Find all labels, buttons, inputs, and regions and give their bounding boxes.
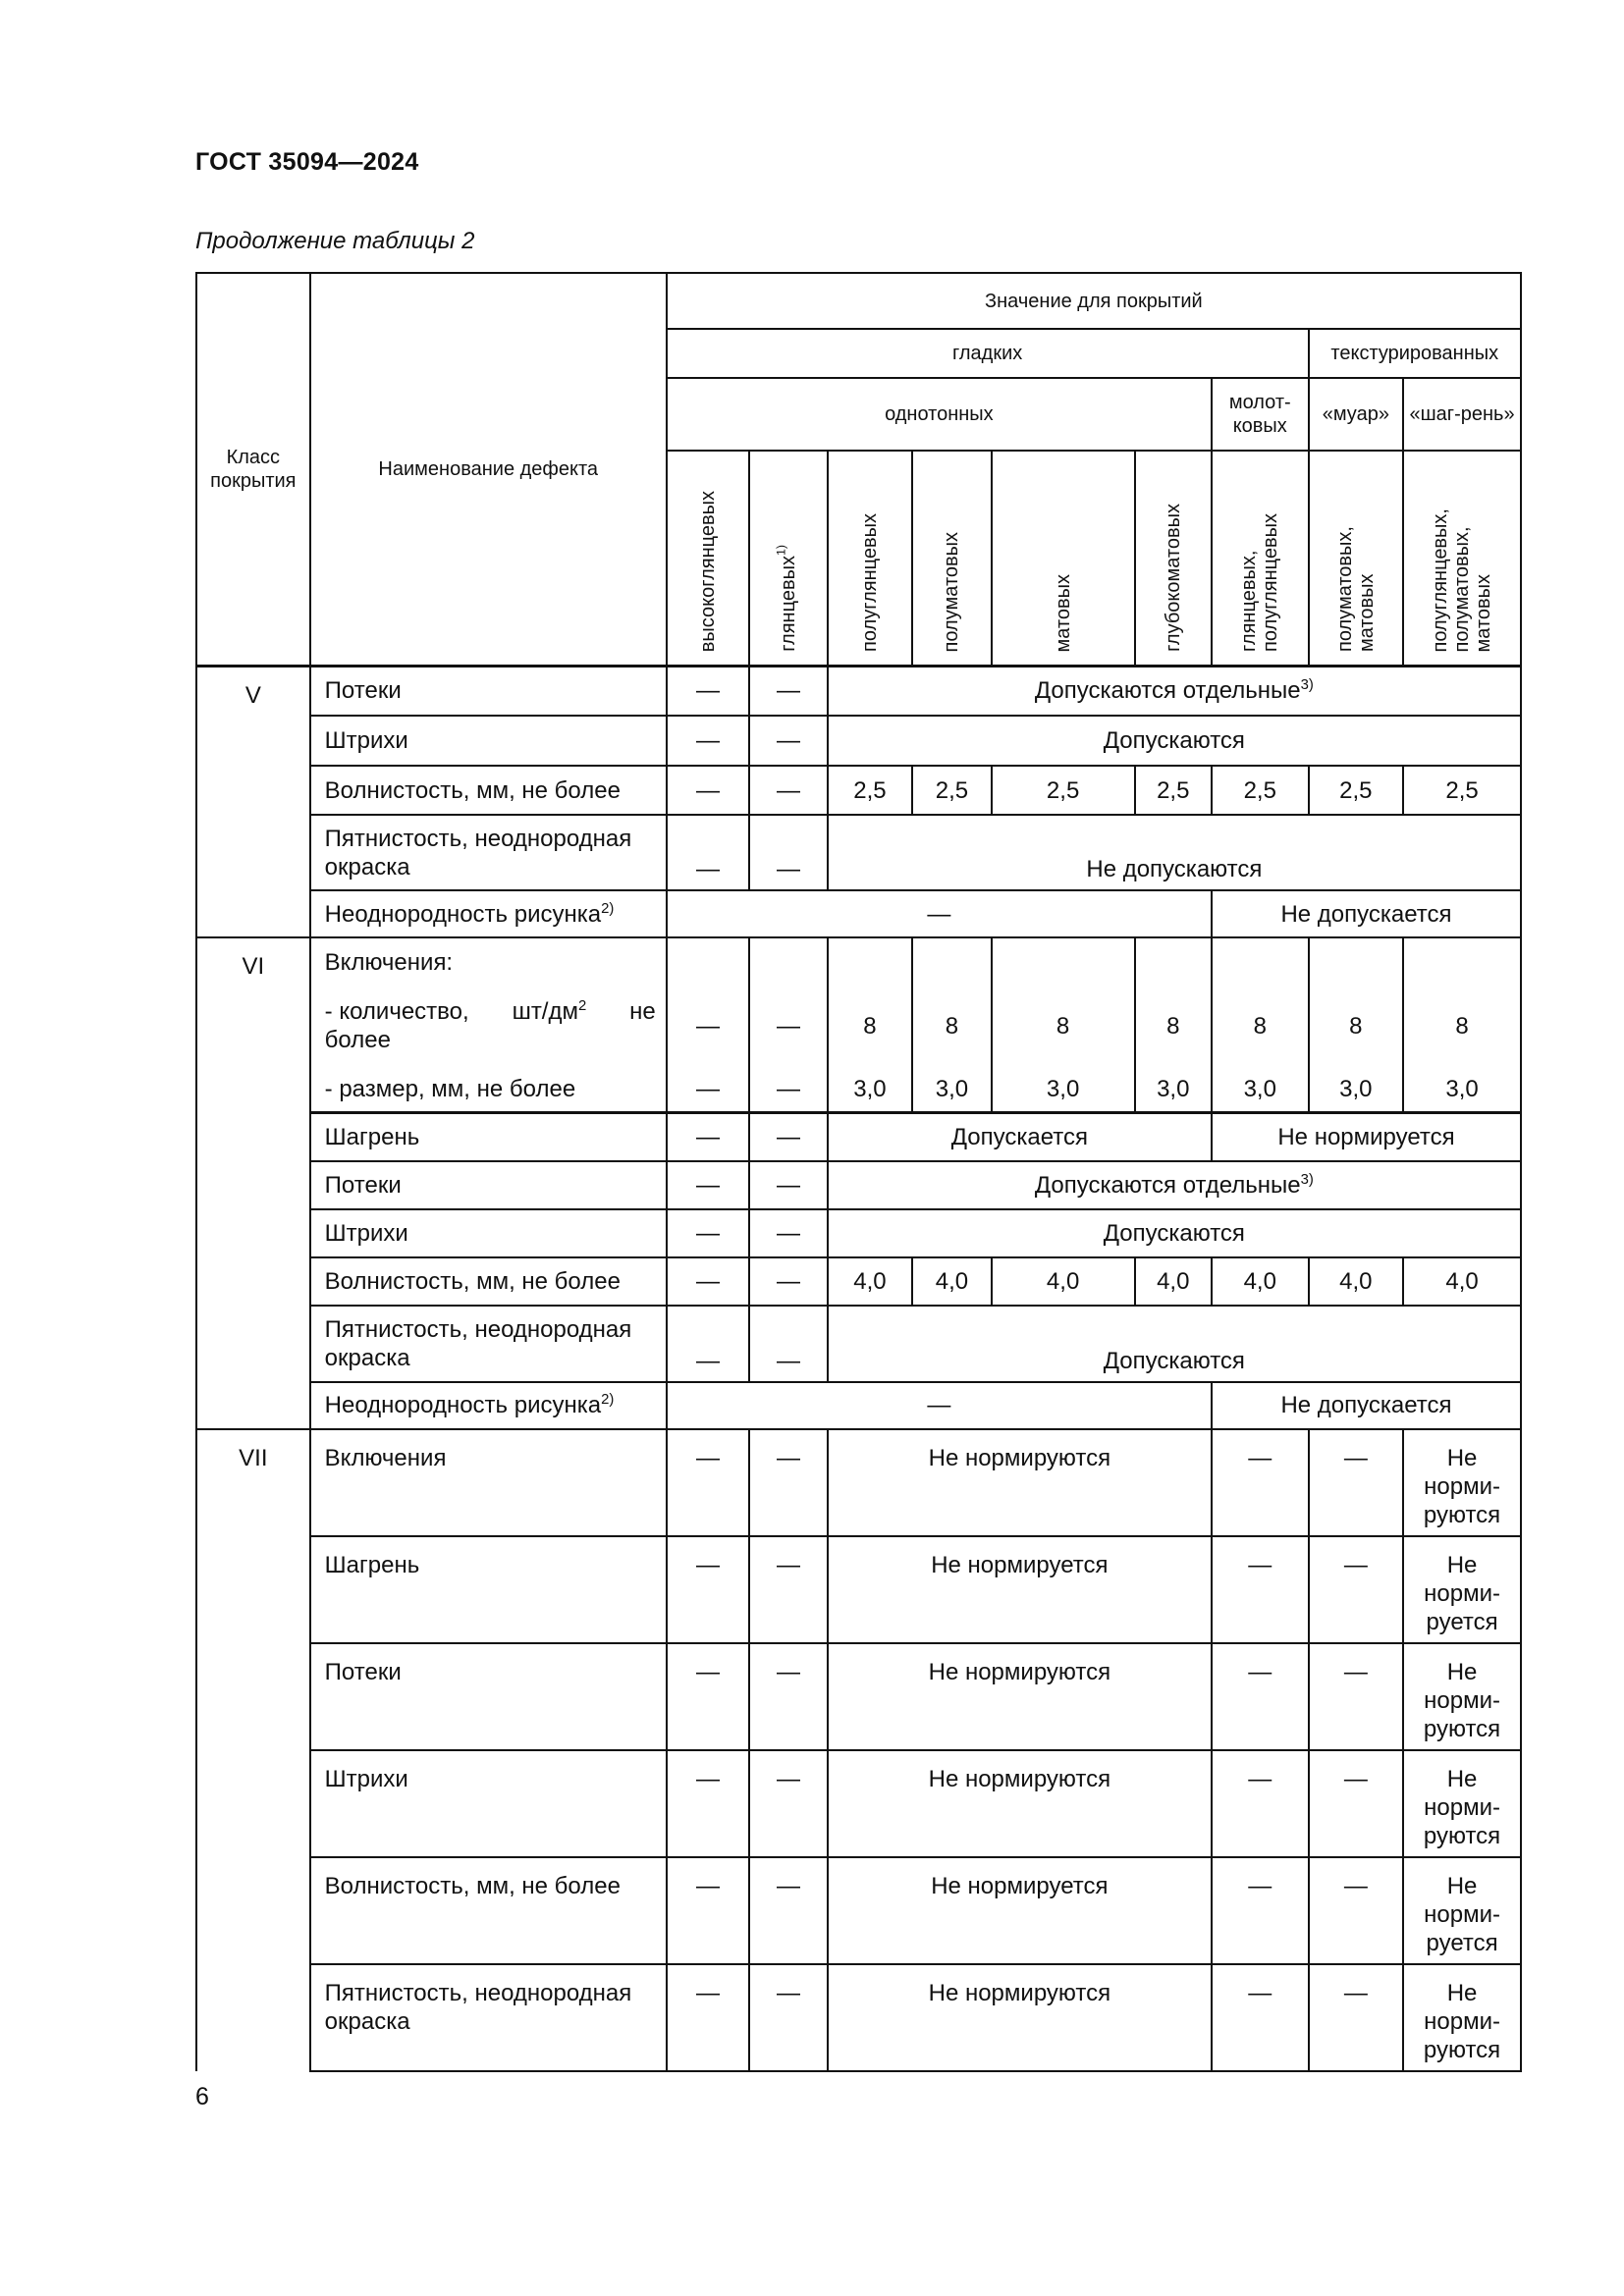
value-cell: — (667, 1643, 749, 1750)
value-cell: Допускаются (828, 716, 1521, 766)
value-cell: 2,5 (992, 766, 1135, 815)
header-col-high-gloss (667, 451, 749, 666)
value-cell: — (1309, 1643, 1404, 1750)
value-cell: Не нормируются (828, 1964, 1212, 2071)
table-row (196, 1857, 1521, 1964)
value-cell (1212, 937, 1309, 1113)
defect-name (310, 1382, 667, 1429)
value-cell: — (667, 666, 749, 716)
value-cell: 4,0 (1135, 1257, 1212, 1306)
value-text: Допускаются отдельные (1034, 677, 1301, 705)
value-cell: Не норми-руются (1403, 1750, 1521, 1857)
defect-name: Потеки (310, 1643, 667, 1750)
value-cell: — (1212, 1536, 1309, 1643)
defect-name: Потеки (310, 1161, 667, 1209)
value-cell: 2,5 (912, 766, 991, 815)
header-col-label: высокоглянцевых (697, 491, 720, 653)
value-cell: — (749, 766, 827, 815)
value-cell: 4,0 (828, 1257, 913, 1306)
value-cell: 2,5 (828, 766, 913, 815)
header-values-for-coatings: Значение для покрытий (667, 273, 1521, 329)
header-col-semi-matt (912, 451, 991, 666)
value-cell (828, 666, 1521, 716)
footnote-ref: 2) (601, 900, 615, 917)
value-cell: — (749, 666, 827, 716)
defect-name: Пятнистость, неоднородная окраска (310, 815, 667, 890)
value-text: 8 (945, 1012, 959, 1040)
value-cell (1403, 937, 1521, 1113)
value-cell: — (1309, 1857, 1404, 1964)
value-cell: Не нормируются (828, 1643, 1212, 1750)
header-col-label: полуматовых, матовых (1333, 526, 1378, 653)
defect-name: Потеки (310, 666, 667, 716)
table-row (196, 766, 1521, 815)
value-cell: 2,5 (1309, 766, 1404, 815)
footnote-ref: 2) (601, 1392, 615, 1408)
header-shagreen: «шаг-рень» (1403, 378, 1521, 451)
value-cell: — (1212, 1750, 1309, 1857)
inclusions-qty-text: не (629, 998, 656, 1025)
header-col-label: полуматовых (941, 531, 963, 653)
defect-name: Пятнистость, неоднородная окраска (310, 1306, 667, 1382)
value-cell: — (749, 1161, 827, 1209)
header-col-label: полуглянцевых, полуматовых, матовых (1430, 507, 1495, 653)
value-cell: Допускаются (828, 1306, 1521, 1382)
value-cell: — (667, 1113, 749, 1161)
value-cell (828, 937, 913, 1113)
table-row (196, 815, 1521, 890)
value-text: 3,0 (1243, 1076, 1276, 1102)
header-col-matt (992, 451, 1135, 666)
value-cell: Не норми-руется (1403, 1536, 1521, 1643)
header-col-label: глянцевых, полуглянцевых (1238, 513, 1282, 653)
value-cell: — (749, 815, 827, 890)
value-cell: Не нормируется (1212, 1113, 1521, 1161)
value-cell: Не нормируются (828, 1750, 1212, 1857)
header-col-semi-gloss (828, 451, 913, 666)
value-text: — (696, 1076, 721, 1102)
value-cell (992, 937, 1135, 1113)
table-row (196, 1536, 1521, 1643)
table-row (196, 1429, 1521, 1536)
value-cell: Не нормируется (828, 1536, 1212, 1643)
header-col-label: глубокоматовых (1162, 504, 1184, 653)
table-row (196, 1382, 1521, 1429)
defects-table (195, 272, 1522, 2072)
table-row (196, 1257, 1521, 1306)
defect-name: Штрихи (310, 716, 667, 766)
inclusions-size-text: - размер, мм, не более (324, 1076, 576, 1102)
value-cell: — (749, 1209, 827, 1257)
value-text: 8 (1455, 1012, 1469, 1040)
value-cell: Не норми-руются (1403, 1643, 1521, 1750)
defect-name: Штрихи (310, 1209, 667, 1257)
class-cell: VII (196, 1429, 310, 2071)
unit-exponent: 2 (577, 998, 587, 1014)
table-caption: Продолжение таблицы 2 (195, 228, 475, 254)
value-cell: 2,5 (1403, 766, 1521, 815)
value-cell: 4,0 (1212, 1257, 1309, 1306)
value-cell: — (667, 1964, 749, 2071)
value-text: 8 (1056, 1012, 1070, 1040)
inclusions-qty-text: - количество, (324, 998, 469, 1025)
value-cell: — (749, 716, 827, 766)
value-cell: — (1309, 1536, 1404, 1643)
defect-name (310, 937, 667, 1113)
table-row (196, 937, 1521, 1113)
class-cell: VI (196, 937, 310, 1429)
header-textured: текстурированных (1309, 329, 1521, 378)
value-text: 3,0 (1046, 1076, 1080, 1102)
value-cell: Не нормируется (828, 1857, 1212, 1964)
defect-name-text: Неоднородность рисунка (324, 1392, 602, 1418)
value-cell: — (749, 1257, 827, 1306)
value-cell: 4,0 (1309, 1257, 1404, 1306)
value-cell: — (749, 1643, 827, 1750)
value-text: 3,0 (853, 1076, 887, 1102)
value-cell: Не норми-руются (1403, 1429, 1521, 1536)
defect-name-text: Включения: (324, 949, 454, 976)
value-cell: — (749, 1429, 827, 1536)
value-text: — (776, 1012, 800, 1040)
header-col-deep-matt (1135, 451, 1212, 666)
value-cell: — (667, 1306, 749, 1382)
inclusions-qty-text: более (324, 1027, 391, 1053)
value-cell: — (1212, 1643, 1309, 1750)
value-cell: 4,0 (1403, 1257, 1521, 1306)
value-cell: — (667, 1536, 749, 1643)
value-cell (667, 937, 749, 1113)
header-smooth: гладких (667, 329, 1309, 378)
value-cell: — (667, 1429, 749, 1536)
footnote-ref: 3) (1300, 1171, 1314, 1188)
value-cell: Не нормируются (828, 1429, 1212, 1536)
value-cell: Не допускаются (828, 815, 1521, 890)
value-cell: — (1309, 1964, 1404, 2071)
defect-name: Волнистость, мм, не более (310, 1257, 667, 1306)
footnote-ref: 1) (774, 545, 788, 557)
value-cell: — (749, 1857, 827, 1964)
header-col-moire (1309, 451, 1404, 666)
value-cell (1135, 937, 1212, 1113)
header-moire: «муар» (1309, 378, 1404, 451)
defect-name: Штрихи (310, 1750, 667, 1857)
defect-name: Пятнистость, неоднородная окраска (310, 1964, 667, 2071)
header-hammer: молот-ковых (1212, 378, 1309, 451)
value-cell: — (667, 1209, 749, 1257)
value-text: 3,0 (1445, 1076, 1479, 1102)
value-cell: — (749, 1113, 827, 1161)
value-cell: — (667, 766, 749, 815)
value-cell: Допускается (828, 1113, 1212, 1161)
table-row (196, 1306, 1521, 1382)
value-cell: — (749, 1750, 827, 1857)
table-row (196, 1750, 1521, 1857)
table-row (196, 716, 1521, 766)
page-number: 6 (195, 2083, 209, 2110)
value-text: 3,0 (935, 1076, 969, 1102)
value-cell: 2,5 (1135, 766, 1212, 815)
table-row (196, 1113, 1521, 1161)
header-col-shagreen (1403, 451, 1521, 666)
value-text: — (776, 1076, 800, 1102)
table-row (196, 666, 1521, 716)
value-cell (828, 1161, 1521, 1209)
table-row (196, 1643, 1521, 1750)
header-col-label: глянцевых (777, 556, 799, 653)
value-cell: Не норми-руется (1403, 1857, 1521, 1964)
header-class: Класс покрытия (196, 273, 310, 666)
value-cell: — (1212, 1964, 1309, 2071)
value-cell (1309, 937, 1404, 1113)
value-cell: — (667, 1750, 749, 1857)
value-cell: — (749, 1536, 827, 1643)
value-text: 3,0 (1157, 1076, 1190, 1102)
defect-name-text: Неоднородность рисунка (324, 900, 602, 928)
value-cell: — (1212, 1429, 1309, 1536)
value-cell: — (749, 1306, 827, 1382)
defect-name: Шагрень (310, 1113, 667, 1161)
footnote-ref: 3) (1300, 677, 1314, 694)
value-cell: 4,0 (912, 1257, 991, 1306)
document-title: ГОСТ 35094—2024 (195, 148, 419, 176)
table-row (196, 890, 1521, 937)
value-text: — (696, 1012, 721, 1040)
header-defect-name: Наименование дефекта (310, 273, 667, 666)
value-cell (749, 937, 827, 1113)
value-cell: — (1212, 1857, 1309, 1964)
table-row (196, 1209, 1521, 1257)
table-row (196, 1964, 1521, 2071)
value-cell: 2,5 (1212, 766, 1309, 815)
value-cell: — (667, 890, 1212, 937)
value-text: 8 (1349, 1012, 1363, 1040)
value-cell: Не допускается (1212, 1382, 1521, 1429)
table-row (196, 1161, 1521, 1209)
header-col-gloss (749, 451, 827, 666)
inclusions-unit: шт/дм (512, 998, 578, 1025)
value-cell: Не норми-руются (1403, 1964, 1521, 2071)
header-col-label: полуглянцевых (858, 513, 881, 653)
defect-name: Волнистость, мм, не более (310, 766, 667, 815)
defect-name: Шагрень (310, 1536, 667, 1643)
value-cell: — (1309, 1429, 1404, 1536)
value-text: 8 (1166, 1012, 1180, 1040)
value-cell: — (667, 1257, 749, 1306)
header-solid: однотонных (667, 378, 1212, 451)
header-col-hammer-gloss (1212, 451, 1309, 666)
value-cell: — (667, 815, 749, 890)
header-row-values (196, 273, 1521, 329)
value-cell: — (667, 716, 749, 766)
value-text: 8 (1253, 1012, 1267, 1040)
value-cell (912, 937, 991, 1113)
defect-name: Включения (310, 1429, 667, 1536)
class-cell: V (196, 666, 310, 937)
value-text: 3,0 (1339, 1076, 1373, 1102)
defect-name: Волнистость, мм, не более (310, 1857, 667, 1964)
value-cell: — (1309, 1750, 1404, 1857)
value-cell: Не допускается (1212, 890, 1521, 937)
value-cell: — (749, 1964, 827, 2071)
header-col-label: матовых (1052, 573, 1074, 653)
value-text: 8 (863, 1012, 877, 1040)
defect-name (310, 890, 667, 937)
value-cell: — (667, 1857, 749, 1964)
value-cell: — (667, 1161, 749, 1209)
value-cell: — (667, 1382, 1212, 1429)
value-cell: 4,0 (992, 1257, 1135, 1306)
value-cell: Допускаются (828, 1209, 1521, 1257)
value-text: Допускаются отдельные (1034, 1171, 1301, 1199)
